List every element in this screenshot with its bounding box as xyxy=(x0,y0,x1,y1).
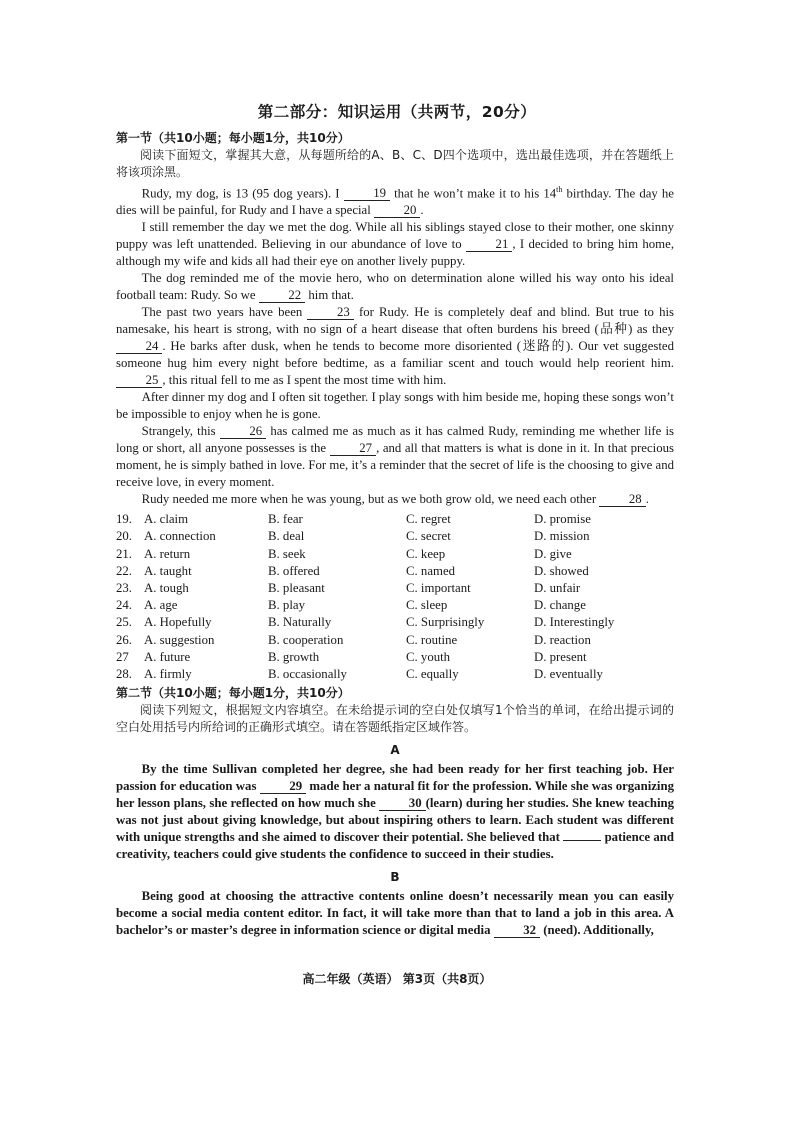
question-number: 19. xyxy=(116,512,132,527)
text: . xyxy=(645,492,649,507)
text: patience and creativity, teachers could give students the confidence to succeed in their studies. xyxy=(116,830,674,862)
question-number: 27 xyxy=(116,649,129,664)
blank-31 xyxy=(563,840,601,841)
blank-24: 24 xyxy=(116,339,162,354)
option-d: D. change xyxy=(534,598,586,613)
option-row xyxy=(116,546,674,563)
option-b: B. cooperation xyxy=(268,632,344,647)
option-c: C. secret xyxy=(406,529,451,544)
blank-30: 30 xyxy=(379,796,425,811)
part-a-paragraph xyxy=(116,761,674,863)
option-c: C. equally xyxy=(406,666,459,681)
text: . xyxy=(420,203,424,218)
option-b: B. occasionally xyxy=(268,666,347,681)
blank-22: 22 xyxy=(259,288,305,303)
section2-instruction: 阅读下列短文，根据短文内容填空。在未给提示词的空白处仅填写1个恰当的单词，在给出提示词的空白处用括号内所给词的正确形式填空。请在答题纸指定区域作答。 xyxy=(116,703,674,735)
option-c: C. Surprisingly xyxy=(406,615,485,630)
text: The past two years have been xyxy=(141,305,303,320)
section1-heading: 第一节（共10小题；每小题1分，共10分） xyxy=(116,131,350,145)
option-a: A. claim xyxy=(144,512,189,527)
text: made her a natural fit for the profession. While she was organizing her lesson plans, she reflected on how much she xyxy=(116,779,674,811)
page-title: 第二部分：知识运用（共两节，20分） xyxy=(257,103,537,121)
option-a: A. connection xyxy=(144,529,216,544)
option-b: B. seek xyxy=(268,546,306,561)
section2-heading: 第二节（共10小题；每小题1分，共10分） xyxy=(116,686,350,701)
option-c: C. regret xyxy=(406,512,451,527)
section1-instruction: 阅读下面短文，掌握其大意，从每题所给的A、B、C、D四个选项中，选出最佳选项，并在答题纸上将该项涂黑。 xyxy=(116,148,674,179)
question-number: 25. xyxy=(116,615,132,630)
option-a: A. future xyxy=(144,649,191,664)
text: , I decided to bring him home, although my wife and kids all had their eye on another lively puppy. xyxy=(116,237,675,269)
option-d: D. mission xyxy=(534,529,590,544)
question-number: 21. xyxy=(116,546,132,561)
content-area xyxy=(116,130,674,939)
text: has calmed me as much as it has calmed Rudy, reminding me whether life is long or short, all anyone possesses is the xyxy=(116,424,675,456)
passage-paragraph-4 xyxy=(116,304,674,389)
blank-29: 29 xyxy=(260,779,306,794)
option-d: D. unfair xyxy=(534,581,581,596)
page-footer: 高二年级（英语） 第3页（共8页） xyxy=(302,972,492,986)
blank-21: 21 xyxy=(466,237,512,252)
option-d: D. reaction xyxy=(534,632,591,647)
text: (learn) during her studies. She knew teaching was not just about giving knowledge, but about inspiring others to learn. Each student was different with unique strengths and she aimed to discover their potential. She believed that xyxy=(116,796,675,845)
option-a: A. Hopefully xyxy=(144,615,212,630)
text: , this ritual fell to me as I spent the most time with him. xyxy=(162,373,447,388)
blank-32: 32 xyxy=(494,923,540,938)
option-b: B. pleasant xyxy=(268,581,325,596)
option-d: D. present xyxy=(534,649,587,664)
option-d: D. showed xyxy=(534,563,589,578)
text: Rudy needed me more when he was young, but as we both grow old, we need each other xyxy=(141,492,597,507)
option-c: C. routine xyxy=(406,632,458,647)
option-row xyxy=(116,597,674,614)
option-a: A. taught xyxy=(144,563,192,578)
text: him that. xyxy=(308,288,354,303)
text: for Rudy. He is completely deaf and blind. But true to his namesake, his heart is strong, with no sign of a heart disease that often burdens his breed (品种) as they xyxy=(116,305,675,337)
option-c: C. youth xyxy=(406,649,451,664)
passage-paragraph-5: After dinner my dog and I often sit together. I play songs with him beside me, hoping these songs won’t be impossible to enjoy when he is gone. xyxy=(116,390,674,422)
option-c: C. sleep xyxy=(406,598,448,613)
option-row xyxy=(116,528,674,545)
option-d: D. promise xyxy=(534,512,591,527)
text: (need). Additionally, xyxy=(543,923,654,938)
question-number: 22. xyxy=(116,563,132,578)
blank-26: 26 xyxy=(220,424,266,439)
option-a: A. suggestion xyxy=(144,632,215,647)
question-number: 28. xyxy=(116,666,132,681)
option-row xyxy=(116,511,674,528)
part-b-passage xyxy=(116,888,674,939)
option-row xyxy=(116,580,674,597)
text: , and all that matters is what is done in it. In that precious moment, he is simply bathed in love. For me, it’s a reminder that the secret of life is the choosing to give and receive love, in every moment. xyxy=(116,441,674,490)
option-row xyxy=(116,563,674,580)
option-b: B. deal xyxy=(268,529,305,544)
text: I still remember the day we met the dog. While all his siblings stayed close to their mother, one skinny puppy was left unattended. Believing in our abundance of love to xyxy=(116,220,674,252)
option-d: D. Interestingly xyxy=(534,615,615,630)
part-a-letter: A xyxy=(390,743,400,758)
option-b: B. fear xyxy=(268,512,303,527)
blank-23: 23 xyxy=(307,305,353,320)
text: Being good at choosing the attractive contents online doesn’t necessarily mean you can easily become a social media content editor. In fact, it will take more than that to land a job in this area. A bachelor’s or master’s degree in information science or digital media xyxy=(116,889,674,938)
option-a: A. tough xyxy=(144,581,189,596)
part-b-paragraph xyxy=(116,888,674,939)
text: that he won’t make it to his 14 xyxy=(394,186,557,201)
blank-20: 20 xyxy=(374,203,420,218)
option-d: D. give xyxy=(534,546,572,561)
blank-28: 28 xyxy=(599,492,645,507)
option-a: A. return xyxy=(144,546,191,561)
superscript: th xyxy=(556,185,563,194)
option-c: C. named xyxy=(406,563,456,578)
question-number: 24. xyxy=(116,598,132,613)
option-b: B. Naturally xyxy=(268,615,332,630)
option-c: C. keep xyxy=(406,546,446,561)
question-number: 23. xyxy=(116,581,132,596)
text: Strangely, this xyxy=(141,424,216,439)
passage-paragraph-6 xyxy=(116,423,674,491)
option-row xyxy=(116,614,674,631)
option-row xyxy=(116,666,674,683)
blank-25: 25 xyxy=(116,373,162,388)
option-row xyxy=(116,632,674,649)
passage-paragraph-7 xyxy=(116,491,674,508)
text: . He barks after dusk, when he tends to become more disoriented (迷路的). Our vet suggested someone hug him every night before bedtime, as a familiar scent and touch would help reorient him. xyxy=(116,339,674,371)
question-number: 26. xyxy=(116,632,132,647)
text: birthday. The day he dies will be painful, for Rudy and I have a special xyxy=(116,186,674,218)
option-b: B. growth xyxy=(268,649,320,664)
option-b: B. play xyxy=(268,598,305,613)
part-a-passage xyxy=(116,761,674,863)
passage-paragraph-2 xyxy=(116,219,674,270)
passage-paragraph-1 xyxy=(116,181,674,219)
option-b: B. offered xyxy=(268,563,320,578)
option-a: A. firmly xyxy=(144,666,192,681)
question-number: 20. xyxy=(116,529,132,544)
text: Rudy, my dog, is 13 (95 dog years). I xyxy=(141,186,340,201)
part-b-letter: B xyxy=(390,870,400,885)
text: The dog reminded me of the movie hero, who on determination alone willed his way onto his ideal football team: Rudy. So we xyxy=(116,271,674,303)
option-row xyxy=(116,649,674,666)
text: By the time Sullivan completed her degree, she had been ready for her first teaching job. Her passion for education was xyxy=(116,762,674,794)
option-d: D. eventually xyxy=(534,666,603,681)
answer-options xyxy=(116,511,674,683)
option-a: A. age xyxy=(144,598,178,613)
blank-27: 27 xyxy=(330,441,376,456)
passage-paragraph-3 xyxy=(116,270,674,304)
blank-19: 19 xyxy=(344,186,390,201)
option-c: C. important xyxy=(406,581,471,596)
